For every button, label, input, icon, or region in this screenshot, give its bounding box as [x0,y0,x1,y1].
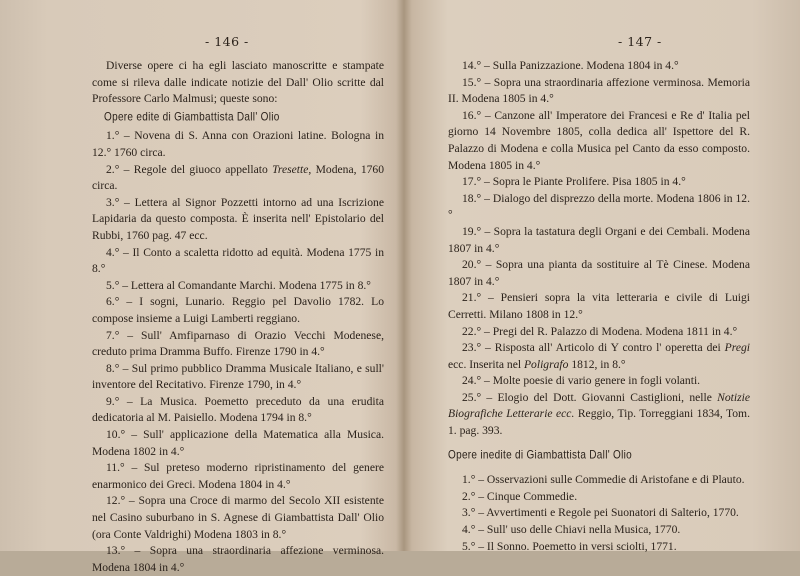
list-item: 21.° – Pensieri sopra la vita letteraria e civile di Luigi Cerretti. Milano 1808 in 12.° [448,291,750,321]
list-item: 16.° – Canzone all' Imperatore dei Francesi e Re d' Italia pel giorno 14 Novembre 1805, colla dedica all' Ispettore del R. Palazzo di Modena e colla Musica pel Canto da esso composto. Modena 1805 in 4.° [448,108,750,172]
list-item: 6.° – I sogni, Lunario. Reggio pel Davolio 1782. Lo compose insieme a Luigi Lamberti reggiano. [92,295,384,325]
list-item: 11.° – Sul preteso moderno ripristinamento del genere enarmonico dei Greci. Modena 1804 in 4.° [92,461,384,491]
page-text [448,58,750,555]
italic-title: Pregi [724,341,750,355]
list-item: 1.° – Osservazioni sulle Commedie di Aristofane e di Plauto. [462,473,745,487]
list-item: 5.° – Lettera al Comandante Marchi. Modena 1775 in 8.° [106,278,371,292]
list-item: 13.° – Sopra una straordinaria affezione verminosa. Modena 1804 in 4.° [92,544,384,574]
list-item: 1.° – Novena di S. Anna con Orazioni latine. Bologna in 12.° 1760 circa. [92,129,384,159]
list-item: 7.° – Sull' Amfiparnaso di Orazio Vecchi Modenese, creduto prima Dramma Buffo. Firenze 1790 in 4.° [92,328,384,359]
list-item: 12.° – Sopra una Croce di marmo del Secolo XII esistente nel Casino suburbano in S. Agnese di Giambattista Dall' Olio (ora Conte Valdrighi) Modena 1803 in 8.° [92,494,384,541]
list-item: 2.° – Regole del giuoco appellato Tresette, Modena, 1760 circa. [92,162,385,193]
section-heading: Opere edite di Giambattista Dall' Olio [104,110,280,124]
italic-title: Notizie Biografiche Letterarie ecc. [448,390,750,421]
list-item: 3.° – Avvertimenti e Regole pei Suonatori di Salterio, 1770. [462,506,739,520]
list-item: 15.° – Sopra una straordinaria affezione verminosa. Memoria II. Modena 1805 in 4.° [448,75,750,106]
page-text [92,58,384,576]
list-item: 5.° – Il Sonno. Poemetto in versi sciolti, 1771. [462,539,677,553]
list-item: 4.° – Il Conto a scaletta ridotto ad equità. Modena 1775 in 8.° [92,245,384,276]
list-item: 14.° – Sulla Panizzazione. Modena 1804 in 4.° [462,59,679,72]
list-item: 4.° – Sull' uso delle Chiavi nella Musica, 1770. [462,523,681,537]
list-item: 19.° – Sopra la tastatura degli Organi e dei Cembali. Modena 1807 in 4.° [448,224,750,255]
list-item: 24.° – Molte poesie di vario genere in fogli volanti. [462,374,701,388]
list-item: 8.° – Sul primo pubblico Dramma Musicale Italiano, e sull' inventore del Recitativo. Firenze 1790, in 4.° [92,361,384,392]
list-item: 22.° – Pregi del R. Palazzo di Modena. Modena 1811 in 4.° [462,324,738,338]
list-item: 9.° – La Musica. Poemetto preceduto da una erudita dedicatoria al M. Paisiello. Modena 1794 in 8.° [92,394,384,425]
page-number: - 146 - [205,34,249,49]
list-item: 10.° – Sull' applicazione della Matematica alla Musica. Modena 1802 in 4.° [92,428,384,458]
list-item: 2.° – Cinque Commedie. [462,489,578,503]
left-page [0,0,400,574]
list-item: 18.° – Dialogo del disprezzo della morte. Modena 1806 in 12.° [448,191,750,222]
italic-title: Tresette [272,162,309,176]
list-item: 25.° – Elogio del Dott. Giovanni Castiglioni, nelle Notizie Biografiche Letterarie ecc. Reggio, Tip. Torreggiani 1834, Tom. 1. pag. 393. [448,390,750,438]
right-page [408,0,800,551]
list-item: 23.° – Risposta all' Articolo di Y contro l' operetta dei Pregi ecc. Inserita nel Poligrafo 1812, in 8.° [448,341,750,371]
list-item: 3.° – Lettera al Signor Pozzetti intorno ad una Iscrizione Lapidaria da questo composta. È inserita nell' Epistolario del Rubbi, 1760 pag. 47 ecc. [92,195,384,242]
list-item: 20.° – Sopra una pianta da sostituire al Tè Cinese. Modena 1807 in 4.° [448,258,750,288]
italic-title: Poligrafo [523,357,569,371]
section-heading: Opere inedite di Giambattista Dall' Olio [448,448,632,462]
page-number: - 147 - [618,34,662,49]
intro-paragraph: Diverse opere ci ha egli lasciato manoscritte e stampate come si rileva dalle indicate notizie del Dall' Olio scritte dal Professore Carlo Malmusi; queste sono: [92,59,384,106]
list-item: 17.° – Sopra le Piante Prolifere. Pisa 1805 in 4.° [462,175,686,189]
